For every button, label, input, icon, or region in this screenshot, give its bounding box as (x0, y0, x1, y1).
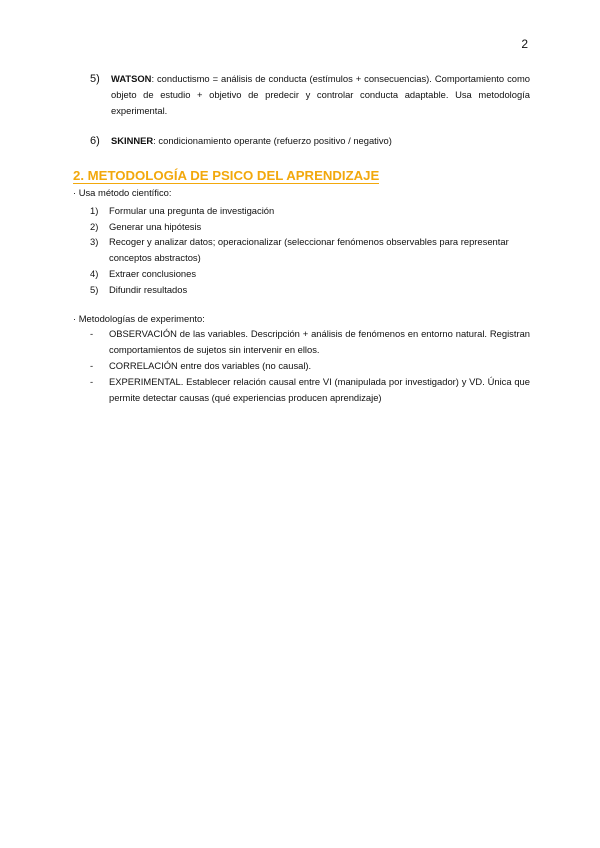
list-number: 6) (90, 135, 100, 147)
step-number: 4) (90, 267, 99, 279)
section-heading: 2. METODOLOGÍA DE PSICO DEL APRENDIZAJE (73, 168, 380, 183)
step-text: Formular una pregunta de investigación (109, 205, 275, 216)
step-item (90, 282, 530, 298)
step-text: Extraer conclusiones (109, 267, 197, 279)
list-number: 5) (90, 73, 100, 85)
step-number: 5) (90, 283, 99, 295)
dash-bullet: - (90, 328, 94, 339)
list-bold-term: WATSON (111, 73, 152, 84)
step-text: Generar una hipótesis (109, 220, 202, 232)
method-text: OBSERVACIÓN de las variables. Descripción + análisis de fenómenos en entorno natural. Registran comportamientos de sujetos sin intervenir en ellos. (109, 328, 530, 355)
dash-bullet: - (90, 360, 94, 371)
methods-list (90, 326, 530, 406)
steps-list (90, 203, 530, 297)
list-item (90, 133, 530, 149)
section-note: · Metodologías de experimento: (73, 313, 205, 324)
method-item (90, 358, 530, 374)
step-item (90, 203, 530, 219)
list-text (111, 133, 530, 149)
method-item (90, 326, 530, 358)
step-text: Recoger y analizar datos; operacionalizar (seleccionar fenómenos observables para representar conceptos abstractos) (109, 236, 509, 264)
step-number: 1) (90, 205, 99, 216)
method-text: CORRELACIÓN entre dos variables (no causal). (109, 360, 312, 371)
list-description: : conductismo = análisis de conducta (estímulos + consecuencias). Comportamiento como objeto de estudio + objetivo de predecir y controlar conducta adaptable. Usa metodología experimental. (111, 73, 530, 116)
list-bold-term: SKINNER (111, 135, 154, 146)
step-item (90, 234, 530, 265)
step-number: 3) (90, 236, 99, 248)
method-text: EXPERIMENTAL. Establecer relación causal entre VI (manipulada por investigador) y VD. Única que permite detectar causas (qué experiencias producen aprendizaje) (109, 376, 530, 403)
list-description: : condicionamiento operante (refuerzo positivo / negativo) (153, 135, 392, 146)
method-item (90, 374, 530, 406)
section-note: · Usa método científico: (73, 187, 172, 198)
step-number: 2) (90, 220, 99, 232)
step-item (90, 219, 530, 235)
list-item (90, 71, 530, 119)
step-item (90, 266, 530, 282)
list-text (111, 71, 530, 119)
page-number: 2 (521, 37, 528, 51)
dash-bullet: - (90, 376, 94, 387)
step-text: Difundir resultados (109, 283, 188, 295)
